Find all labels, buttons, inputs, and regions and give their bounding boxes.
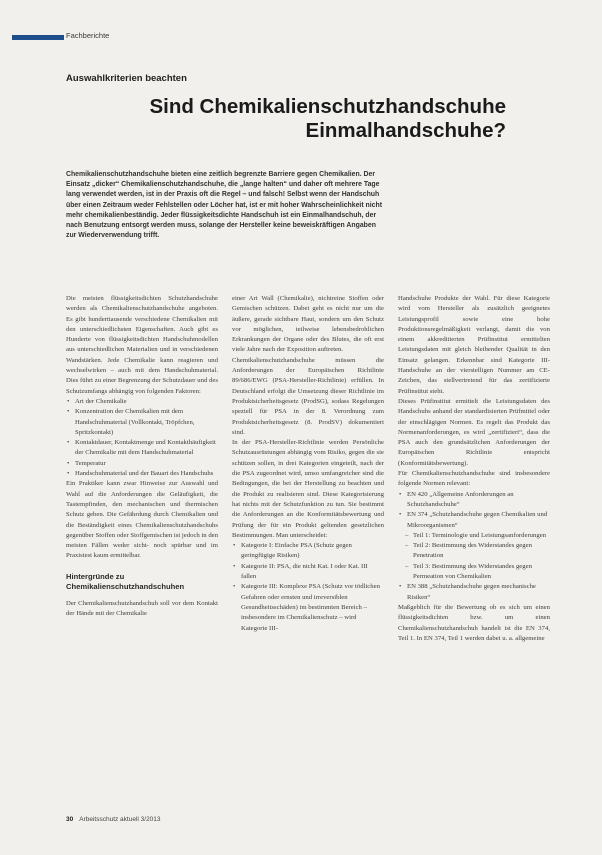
article-lead: Chemikalienschutzhandschuhe bieten eine zeitlich begrenzte Barriere gegen Chemikalien. Der Einsatz „dicker“ Chemikalienschutzhandschuhe, die „lange halten“ und daher oft mehrere Tage lang verwendet werden, ist in der Praxis oft die Regel – und falsch! Selbst wenn der Handschuh über einen Zeitraum weder Fehlstellen oder Löcher hat, ist er mit hoher Wahrscheinlichkeit nicht mehr chemikalienbeständig. Jeder flüssigkeitsdichte Handschuh ist ein Einmalhandschuh, der nach Benutzung entsorgt werden muss, solange der Hersteller keine beweiskräftigen Angaben zur Wiederverwendung trifft. [66,171,383,240]
title-line-1: Sind Chemikalienschutzhandschuhe [149,95,506,118]
list-item: • Kontaktdauer, Kontaktmenge und Kontakthäufigkeit der Chemikalie mit dem Handschuhmaterial [66,438,218,459]
page-footer [66,816,161,823]
paragraph: Der Chemikalienschutzhandschuh soll vor dem Kontakt der Hände mit der Chemikalie [66,599,218,618]
paragraph: Die meisten flüssigkeitsdichten Schutzhandschuhe werden als Chemikalienschutzhandschuhe angeboten. Es gibt hunderttausende verschiedene Chemikalien mit den unterschiedlichsten Eigenschaften. Auch gibt es Hunderte von flüssigkeitsdichten Handschuhmodellen aus unterschiedlichen Materialien und in verschiedenen Wandstärken. Jede Chemikalie kann reagieren und wechselwirken – auch mit dem Handschuhmaterial. Dies führt zu einer Begrenzung der Schutzdauer und des Schutzumfangs abhängig von folgenden Faktoren: [66,295,218,395]
paragraph: In der PSA-Hersteller-Richtlinie werden Persönliche Schutzausrüstungen abhängig vom Risiko, gegen die sie schützen sollen, in drei Kategorien eingeteilt, nach der die PSA zugeordnet wird, umso umfangreicher sind die Bedingungen, die bei der Herstellung zu beachten und die Produkt zu realisieren sind. Diese Kategorisierung hat nichts mit der Schutzfunktion zu tun. Sie bestimmt die Anforderungen an die Konformitätsbewertung und Prüfung der für ein Produkt geltenden gesetzlichen Bestimmungen. Man unterscheidet: [232,439,384,539]
paragraph: Handschuhe Produkte der Wahl. Für diese Kategorie wird vom Hersteller als zusätzlich geeignetes Leistungsprofil sowie eine hohe Produktionsregelmäßigkeit verlangt, damit die von einem akkreditierten Prüfinstitut ermittelten Leistungsdaten mit gleich bleibender Qualität in den Einsatz gelangen. Erkennbar sind Kategorie III-Handschuhe an der vierstelligen Nummer am CE-Zeichen, das stellvertretend für das zertifizierte Prüfinstitut steht. [398,295,550,395]
article-kicker: Auswahlkriterien beachten [66,73,187,84]
factor-list [66,397,218,479]
list-item: • EN 420 „Allgemeine Anforderungen an Schutzhandschuhe“ [398,490,550,511]
title-line-2: Einmalhandschuhe? [305,119,506,142]
section-label: Fachberichte [66,31,110,40]
list-item: • Konzentration der Chemikalien mit dem Handschuhmaterial (Vollkontakt, Tröpfchen, Spritzkontakt) [66,407,218,438]
publication-name: Arbeitsschutz aktuell 3/2013 [79,816,161,823]
list-subitem: – Teil 3: Bestimmung des Widerstandes gegen Permeation von Chemikalien [398,562,550,583]
section-subheading: Hintergründe zu Chemikalienschutzhandschuhen [66,571,185,592]
list-item: • Temperatur [66,459,218,469]
list-subitem: – Teil 2: Bestimmung des Widerstandes gegen Penetration [398,541,550,562]
list-item: • Kategorie II: PSA, die nicht Kat. I oder Kat. III fallen [232,562,384,583]
list-subitem: – Teil 1: Terminologie und Leistungsanforderungen [398,531,550,541]
list-item: • EN 388 „Schutzhandschuhe gegen mechanische Risiken“ [398,582,550,603]
paragraph: Für Chemikalienschutzhandschuhe sind insbesondere folgende Normen relevant: [398,470,550,488]
list-item: • Kategorie I: Einfache PSA (Schutz gegen geringfügige Risiken) [232,541,384,562]
norm-list [398,490,550,603]
paragraph: Maßgeblich für die Bewertung ob es sich um einen flüssigkeitsdichten bzw. um einen Chemikalienschutzhandschuh handelt ist die EN 374, Teil 1. In EN 374, Teil 1 werden dabei u. a. allgemeine [398,603,550,642]
list-item: • Handschuhmaterial und der Bauart des Handschuhs [66,469,218,479]
list-item: • Art der Chemikalie [66,397,218,407]
paragraph: einer Art Wall (Chemikalie), nichtreine Stoffen oder Gemischen schützen. Dabei geht es nicht nur um die äußere, gerade sichtbare Haut, sondern um den Schutz vor möglichen, teilweise lebensbedrohlichen Erkrankungen der Organe oder des Blutes, die oft erst viele Jahre nach der Exposition auftreten. [232,295,384,354]
list-item: • Kategorie III: Komplexe PSA (Schutz vor tödlichen Gefahren oder ernsten und irreversiblen Gesundheitsschäden) im bestimmten Bereich – insbesondere im Chemikalienschutz – wird Kategorie III- [232,582,384,633]
article-title [86,95,506,143]
text-column-2 [232,294,384,634]
category-list [232,541,384,634]
page-number: 30 [66,816,74,823]
section-color-bar [12,35,64,40]
paragraph: Ein Praktiker kann zwar Hinweise zur Auswahl und Wahl auf die Anforderungen die Geläufigkeit, die Tastempfinden, den mechanischen und thermischen Schutz geben. Die Gefährdung durch Chemikalien und die Beständigkeit eines Chemikalienschutzhandschuhs gegenüber Stoffen oder Stoffgemischen ist jedoch in den meisten Fällen weder sicht- noch spürbar und im Praxistest kaum ermittelbar. [66,480,218,560]
list-item: • EN 374 „Schutzhandschuhe gegen Chemikalien und Mikroorganismen“ [398,510,550,531]
text-column-1 [66,294,218,619]
paragraph: Dieses Prüfinstitut ermittelt die Leistungsdaten des Handschuhs anhand der standardisierten Prüfmittel oder der einschlägigen Normen. Es regelt das Produkt das Normenanforderungen, es wird „zertifiziert“, dass die PSA auch den grundsätzlichen Anforderungen der Europäischen Richtlinie entspricht (Konformitätsbewertung). [398,397,550,467]
paragraph: Chemikalienschutzhandschuhe müssen die Anforderungen der Europäischen Richtlinie 89/686/EWG (PSA-Hersteller-Richtlinie) erfüllen. In Deutschland erfolgt die Umsetzung dieser Richtlinie im Produktsicherheitsgesetz (ProdSG), sodass Regelungen speziell für PSA in der 8. Verordnung zum Produktsicherheitsgesetz (8. ProdSV) dokumentiert sind. [232,356,384,436]
text-column-3 [398,294,550,644]
